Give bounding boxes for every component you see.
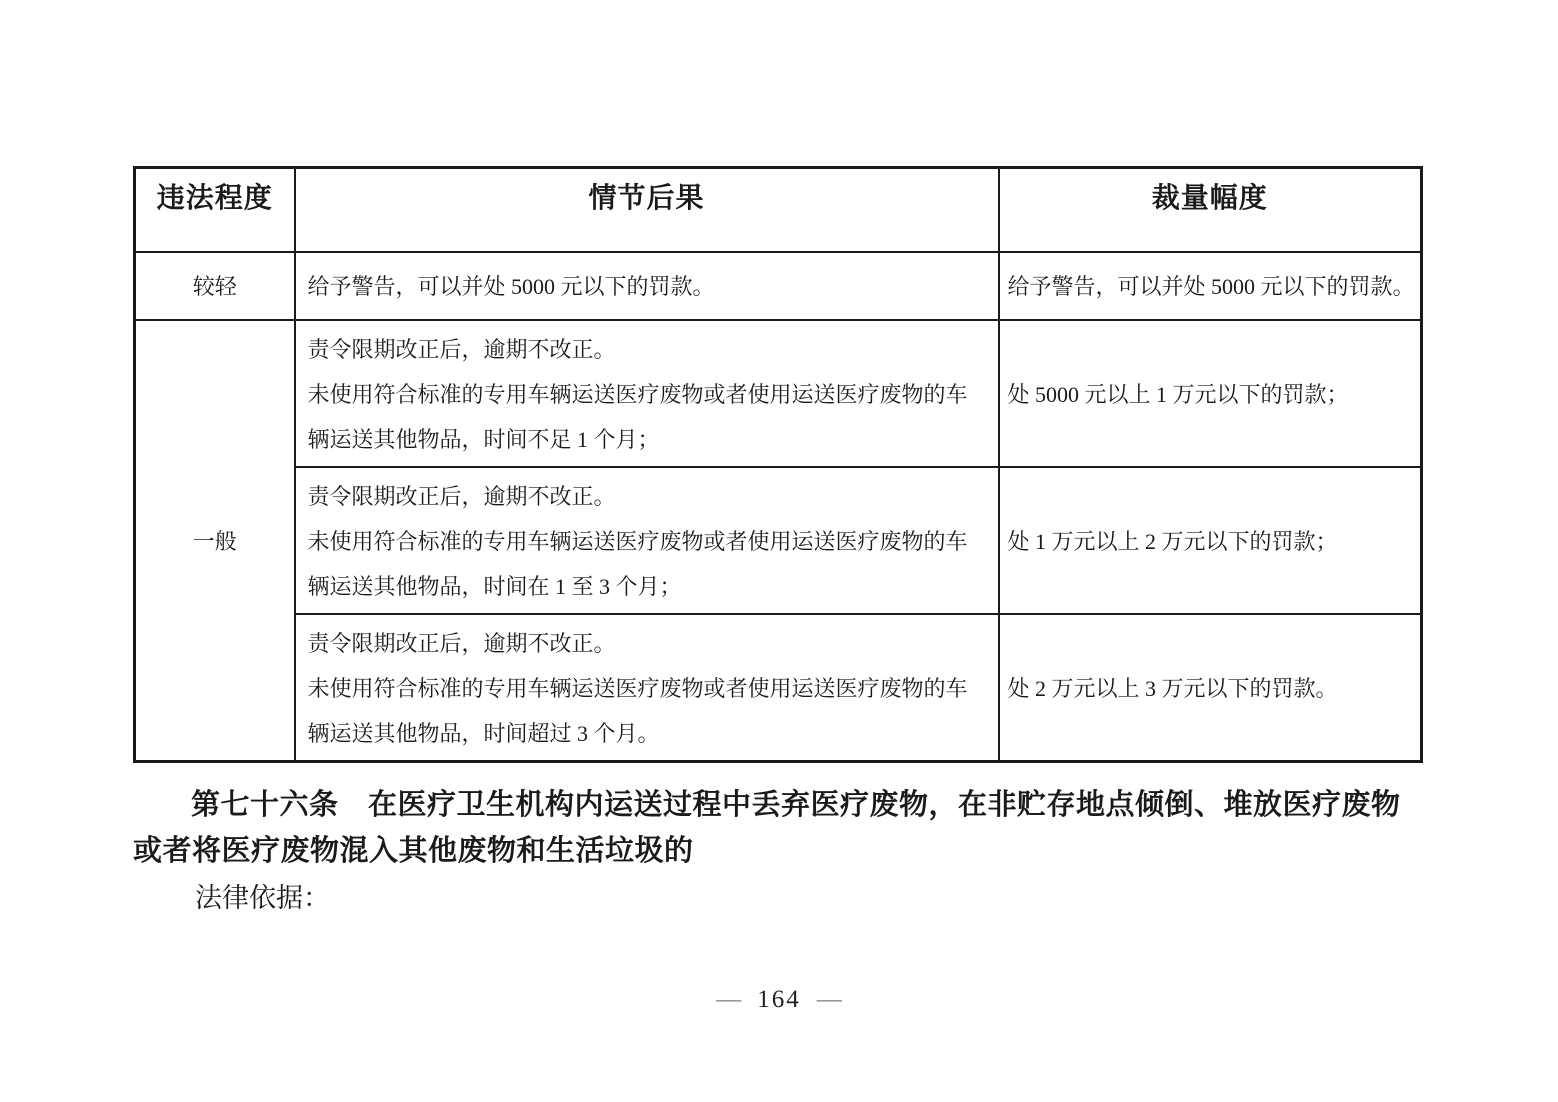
table-row-general-3 bbox=[135, 614, 1422, 762]
consequence-line: 未使用符合标准的专用车辆运送医疗废物或者使用运送医疗废物的车 bbox=[307, 675, 968, 701]
severity-label-minor: 较轻 bbox=[135, 252, 295, 320]
header-circumstances: 情节后果 bbox=[295, 168, 999, 252]
penalty-table-container bbox=[133, 166, 1423, 763]
penalty-discretion-table bbox=[133, 166, 1423, 763]
consequence-line: 责令限期改正后，逾期不改正。 bbox=[307, 336, 616, 362]
consequence-cell-general-3 bbox=[295, 614, 999, 762]
table-row-minor bbox=[135, 252, 1422, 320]
consequence-line: 辆运送其他物品，时间超过 3 个月。 bbox=[307, 720, 660, 746]
table-row-general-2 bbox=[135, 467, 1422, 614]
header-violation-degree: 违法程度 bbox=[135, 168, 295, 252]
consequence-cell-general-1 bbox=[295, 320, 999, 467]
discretion-cell-general-2: 处 1 万元以上 2 万元以下的罚款； bbox=[999, 467, 1422, 614]
consequence-line: 辆运送其他物品，时间在 1 至 3 个月； bbox=[307, 573, 682, 599]
footer-dash-right: — bbox=[816, 986, 842, 1013]
discretion-cell-general-3: 处 2 万元以上 3 万元以下的罚款。 bbox=[999, 614, 1422, 762]
severity-label-general: 一般 bbox=[135, 320, 295, 762]
table-header-row bbox=[135, 168, 1422, 252]
consequence-line: 辆运送其他物品，时间不足 1 个月； bbox=[307, 426, 660, 452]
article-heading-line-1: 第七十六条 在医疗卫生机构内运送过程中丢弃医疗废物，在非贮存地点倾倒、堆放医疗废物 bbox=[191, 789, 1401, 821]
consequence-line: 责令限期改正后，逾期不改正。 bbox=[307, 630, 616, 656]
table-row-general-1 bbox=[135, 320, 1422, 467]
consequence-line: 未使用符合标准的专用车辆运送医疗废物或者使用运送医疗废物的车 bbox=[307, 528, 968, 554]
header-discretion-range: 裁量幅度 bbox=[999, 168, 1422, 252]
article-heading-line-2: 或者将医疗废物混入其他废物和生活垃圾的 bbox=[133, 835, 694, 867]
page-number: 164 bbox=[757, 986, 801, 1013]
page-footer bbox=[0, 986, 1558, 1014]
footer-dash-left: — bbox=[716, 986, 742, 1013]
legal-basis-label: 法律依据： bbox=[195, 883, 330, 913]
consequence-cell-general-2 bbox=[295, 467, 999, 614]
consequence-line: 责令限期改正后，逾期不改正。 bbox=[307, 483, 616, 509]
consequence-cell-minor: 给予警告，可以并处 5000 元以下的罚款。 bbox=[295, 252, 999, 320]
consequence-line: 未使用符合标准的专用车辆运送医疗废物或者使用运送医疗废物的车 bbox=[307, 381, 968, 407]
discretion-cell-general-1: 处 5000 元以上 1 万元以下的罚款； bbox=[999, 320, 1422, 467]
discretion-cell-minor: 给予警告，可以并处 5000 元以下的罚款。 bbox=[999, 252, 1422, 320]
article-76-paragraph bbox=[133, 782, 1433, 922]
